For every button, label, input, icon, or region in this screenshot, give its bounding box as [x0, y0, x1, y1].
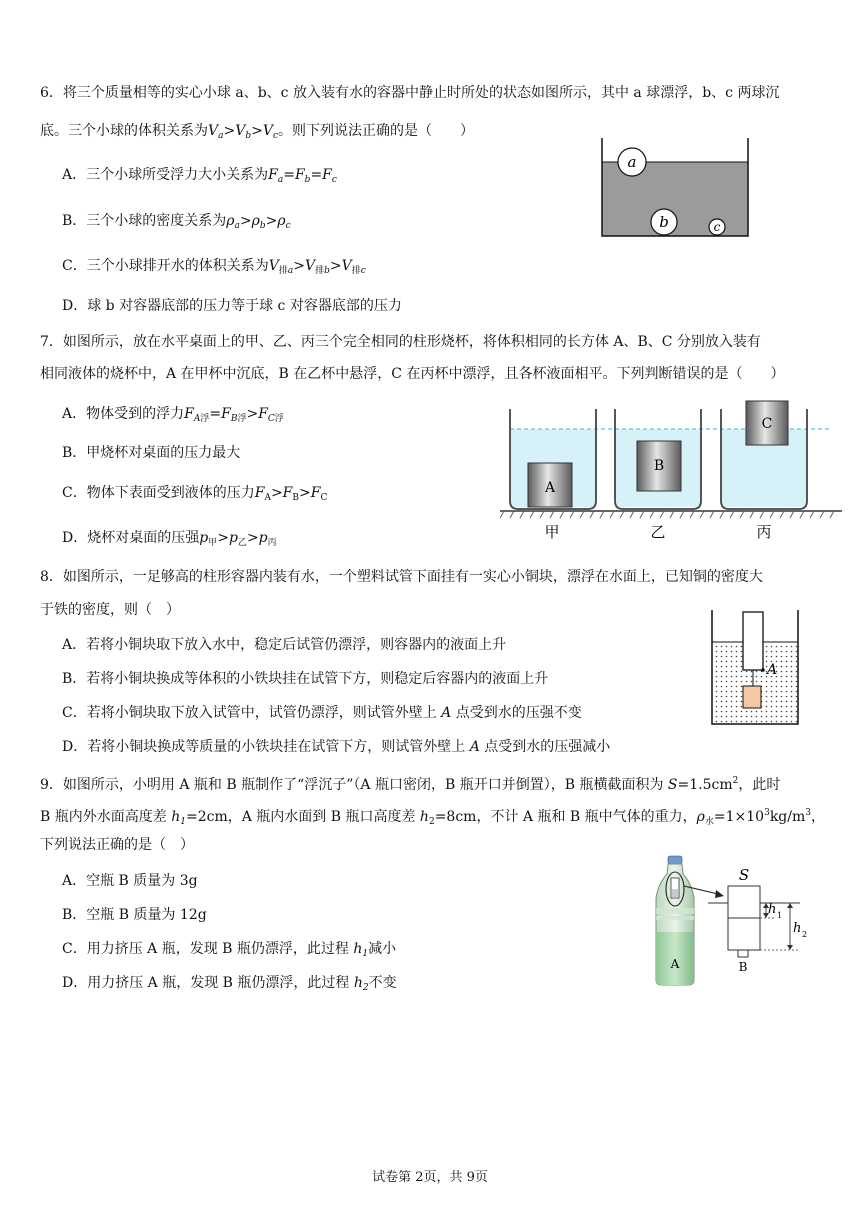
q6-figure-container: [596, 138, 756, 242]
q8-option-c: C．若将小铜块取下放入试管中，试管仍漂浮，则试管外壁上 A 点受到水的压强不变: [62, 705, 582, 721]
q8-figure-test-tube: [705, 610, 805, 728]
q9-option-a: A．空瓶 B 质量为 3g: [62, 873, 198, 889]
q7-label-a: A: [544, 480, 556, 496]
q6-label-b: b: [659, 213, 669, 231]
q9-label-bottle-a: A: [670, 957, 680, 971]
q9-label-h2-sub: 2: [802, 930, 808, 939]
q9-label-h1: h: [768, 902, 777, 917]
q7-label-b: B: [653, 458, 665, 474]
q7-label-c: C: [761, 416, 773, 432]
q9-stem-line2: B 瓶内外水面高度差 $h_1=2cm$，A 瓶内水面到 B 瓶口高度差 $h_2=8cm$，不计 A 瓶和 B 瓶中气体的重力，$\rho_水=1\times 10^3kg/m^3$，: [40, 808, 825, 827]
q8-stem-line1: 8．如图所示，一足够高的柱形容器内装有水，一个塑料试管下面挂有一实心小铜块，漂浮在水面上，已知铜的密度大: [40, 569, 763, 585]
q9-stem-line1: 9．如图所示，小明用 A 瓶和 B 瓶制作了“浮沉子”（A 瓶口密闭，B 瓶开口并倒置），B 瓶横截面积为 $S=1.5cm^2$，此时: [40, 776, 781, 793]
q6-option-a: A．三个小球所受浮力大小关系为$F_a=F_b=F_c$: [62, 167, 337, 185]
q7-cup-label-yi: 乙: [650, 523, 666, 541]
q7-option-d: D．烧杯对桌面的压强$p_甲>p_乙>p_丙$: [62, 530, 277, 548]
q9-option-d: D．用力挤压 A 瓶，发现 B 瓶仍漂浮，此过程 $h_2$不变: [62, 975, 397, 993]
q8-option-b: B．若将小铜块换成等体积的小铁块挂在试管下方，则稳定后容器内的液面上升: [62, 671, 549, 687]
q8-option-d: D．若将小铜块换成等质量的小铁块挂在试管下方，则试管外壁上 A 点受到水的压强减小: [62, 739, 611, 755]
q7-cup-label-bing: 丙: [756, 523, 772, 541]
q6-stem-line1: 6．将三个质量相等的实心小球 a、b、c 放入装有水的容器中静止时所处的状态如图所示，其中 a 球漂浮，b、c 两球沉: [40, 85, 780, 101]
q9-figure-bottle: [650, 852, 830, 990]
q9-label-s: S: [738, 866, 750, 884]
q8-point-label: A: [767, 662, 778, 678]
q9-label-h1-sub: 1: [777, 911, 783, 920]
q6-label-a: a: [627, 153, 637, 171]
q7-stem-line2: 相同液体的烧杯中，A 在甲杯中沉底，B 在乙杯中悬浮，C 在丙杯中漂浮，且各杯液面相平。下列判断错误的是（ ）: [40, 366, 785, 382]
q8-copper-block: [743, 686, 761, 708]
page-footer: 试卷第 2页，共 9页: [372, 1170, 488, 1185]
q7-stem-line1: 7．如图所示，放在水平桌面上的甲、乙、丙三个完全相同的柱形烧杯，将体积相同的长方体 A、B、C 分别放入装有: [40, 334, 761, 350]
q8-option-a: A．若将小铜块取下放入水中，稳定后试管仍漂浮，则容器内的液面上升: [62, 637, 507, 653]
q9-label-h2: h: [793, 921, 802, 936]
q7-option-a: A．物体受到的浮力$F_{A浮}=F_{B浮}>F_{C浮}$: [62, 406, 284, 424]
q9-option-c: C．用力挤压 A 瓶，发现 B 瓶仍漂浮，此过程 $h_1$减小: [62, 941, 397, 959]
q9-label-bottle-b: B: [738, 960, 748, 974]
q7-figure-beakers: [500, 395, 842, 547]
q6-stem-line2: 底。三个小球的体积关系为$V_a>V_b>V_c$。则下列说法正确的是（ ）: [40, 123, 475, 141]
q9-option-b: B．空瓶 B 质量为 12g: [62, 907, 207, 923]
q9-stem-line3: 下列说法正确的是（ ）: [40, 837, 194, 853]
q7-option-b: B．甲烧杯对桌面的压力最大: [62, 445, 241, 461]
q6-option-b: B．三个小球的密度关系为$\rho_a>\rho_b>\rho_c$: [62, 213, 291, 231]
q6-label-c: c: [713, 220, 721, 234]
q8-stem-line2: 于铁的密度，则（ ）: [40, 602, 180, 618]
q7-option-c: C．物体下表面受到液体的压力$F_A>F_B>F_C$: [62, 485, 328, 503]
q6-option-d: D．球 b 对容器底部的压力等于球 c 对容器底部的压力: [62, 298, 402, 314]
q7-cup-label-jia: 甲: [544, 523, 560, 541]
q6-option-c: C．三个小球排开水的体积关系为$V_{排a}>V_{排b}>V_{排c}$: [62, 258, 366, 276]
